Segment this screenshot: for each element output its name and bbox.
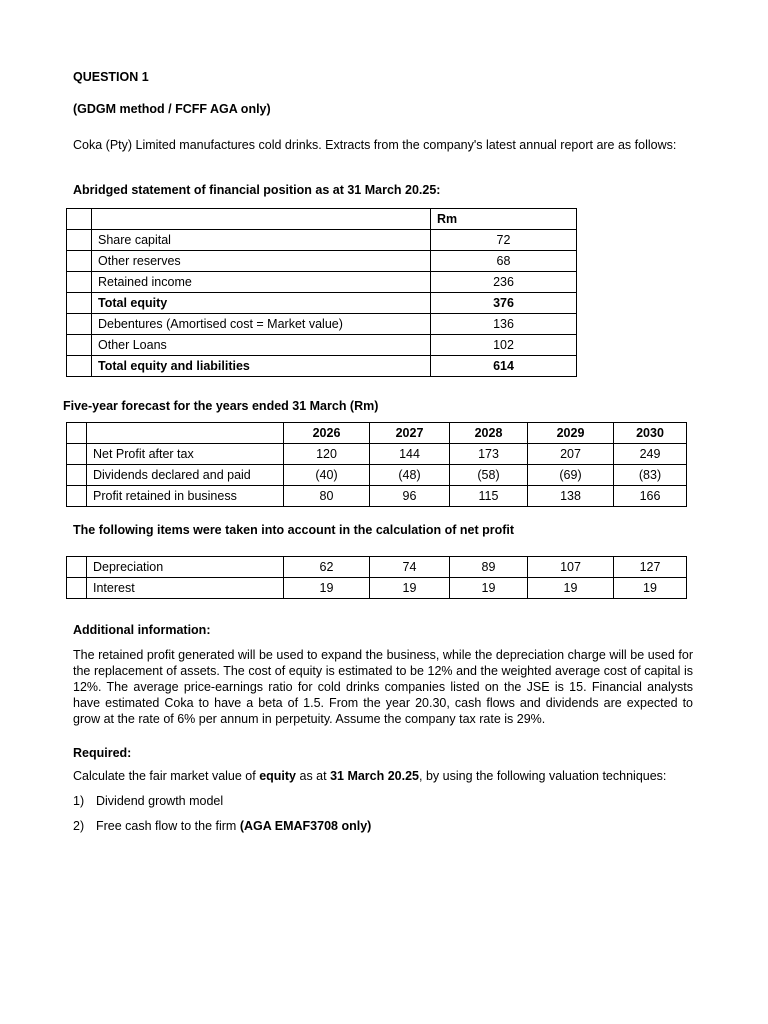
cell-value: (69) bbox=[528, 465, 614, 486]
cell-value: 19 bbox=[614, 578, 687, 599]
cell-value: 62 bbox=[284, 557, 370, 578]
table-row bbox=[67, 465, 687, 486]
cell-value: 96 bbox=[370, 486, 450, 507]
year-header: 2030 bbox=[614, 423, 687, 444]
table-row bbox=[67, 356, 577, 377]
cell-value: 249 bbox=[614, 444, 687, 465]
table-row bbox=[67, 230, 577, 251]
row-label: Retained income bbox=[92, 272, 431, 293]
row-label: Interest bbox=[87, 578, 284, 599]
cell-value: 127 bbox=[614, 557, 687, 578]
net-profit-items-table bbox=[66, 556, 687, 599]
cell-value: 80 bbox=[284, 486, 370, 507]
table-row bbox=[67, 557, 687, 578]
year-header: 2029 bbox=[528, 423, 614, 444]
cell-value: (58) bbox=[450, 465, 528, 486]
year-header: 2028 bbox=[450, 423, 528, 444]
row-label: Share capital bbox=[92, 230, 431, 251]
row-value: 136 bbox=[431, 314, 577, 335]
cell-value: (48) bbox=[370, 465, 450, 486]
question-subheading: (GDGM method / FCFF AGA only) bbox=[73, 102, 271, 116]
table-row bbox=[67, 314, 577, 335]
cell-value: 19 bbox=[450, 578, 528, 599]
list-item: 1) Dividend growth model bbox=[73, 794, 224, 808]
additional-info-paragraph: The retained profit generated will be used to expand the business, while the depreciation charge will be used for the replacement of assets. The cost of equity is estimated to be 12% and the weighted average cost of capital is 12%. The average price-earnings ratio for cold drinks companies listed on the JSE is 15. Financial analysts have estimated Coka to have a beta of 1.5. From the year 20.30, cash flows and dividends are expected to grow at the rate of 6% per annum in perpetuity. Assume the company tax rate is 29%. bbox=[73, 648, 693, 726]
question-heading: QUESTION 1 bbox=[73, 70, 149, 84]
cell-value: 173 bbox=[450, 444, 528, 465]
cell-value: 19 bbox=[284, 578, 370, 599]
row-label: Profit retained in business bbox=[87, 486, 284, 507]
cell-value: 120 bbox=[284, 444, 370, 465]
year-header: 2027 bbox=[370, 423, 450, 444]
row-label: Debentures (Amortised cost = Market value) bbox=[92, 314, 431, 335]
cell-value: 144 bbox=[370, 444, 450, 465]
net-profit-items-title: The following items were taken into account in the calculation of net profit bbox=[73, 523, 515, 537]
cell-value: 19 bbox=[370, 578, 450, 599]
table-row bbox=[67, 423, 687, 444]
row-label: Dividends declared and paid bbox=[87, 465, 284, 486]
cell-value: 138 bbox=[528, 486, 614, 507]
table-row bbox=[67, 293, 577, 314]
row-label: Total equity and liabilities bbox=[92, 356, 431, 377]
cell-value: 74 bbox=[370, 557, 450, 578]
table-row bbox=[67, 578, 687, 599]
row-value: 614 bbox=[431, 356, 577, 377]
cell-value: (40) bbox=[284, 465, 370, 486]
year-header: 2026 bbox=[284, 423, 370, 444]
balance-sheet-table bbox=[66, 208, 577, 377]
additional-info-heading: Additional information: bbox=[73, 623, 211, 637]
table-row bbox=[67, 335, 577, 356]
unit-header: Rm bbox=[431, 209, 577, 230]
table-row bbox=[67, 209, 577, 230]
forecast-table bbox=[66, 422, 687, 507]
row-label: Net Profit after tax bbox=[87, 444, 284, 465]
row-value: 236 bbox=[431, 272, 577, 293]
row-label: Other reserves bbox=[92, 251, 431, 272]
row-label: Other Loans bbox=[92, 335, 431, 356]
table-row bbox=[67, 272, 577, 293]
cell-value: 107 bbox=[528, 557, 614, 578]
row-label: Total equity bbox=[92, 293, 431, 314]
table-row bbox=[67, 486, 687, 507]
row-value: 68 bbox=[431, 251, 577, 272]
cell-value: 89 bbox=[450, 557, 528, 578]
cell-value: 166 bbox=[614, 486, 687, 507]
forecast-title: Five-year forecast for the years ended 31 March (Rm) bbox=[63, 399, 379, 413]
row-value: 102 bbox=[431, 335, 577, 356]
required-instruction: Calculate the fair market value of equity as at 31 March 20.25, by using the following valuation techniques: bbox=[73, 769, 667, 783]
cell-value: (83) bbox=[614, 465, 687, 486]
cell-value: 207 bbox=[528, 444, 614, 465]
list-item: 2) Free cash flow to the firm (AGA EMAF3708 only) bbox=[73, 819, 372, 833]
intro-paragraph: Coka (Pty) Limited manufactures cold drinks. Extracts from the company's latest annual report are as follows: bbox=[73, 138, 677, 152]
required-heading: Required: bbox=[73, 746, 132, 760]
table-row bbox=[67, 251, 577, 272]
table-row bbox=[67, 444, 687, 465]
row-label: Depreciation bbox=[87, 557, 284, 578]
balance-sheet-title: Abridged statement of financial position as at 31 March 20.25: bbox=[73, 183, 441, 197]
row-value: 376 bbox=[431, 293, 577, 314]
cell-value: 19 bbox=[528, 578, 614, 599]
cell-value: 115 bbox=[450, 486, 528, 507]
row-value: 72 bbox=[431, 230, 577, 251]
